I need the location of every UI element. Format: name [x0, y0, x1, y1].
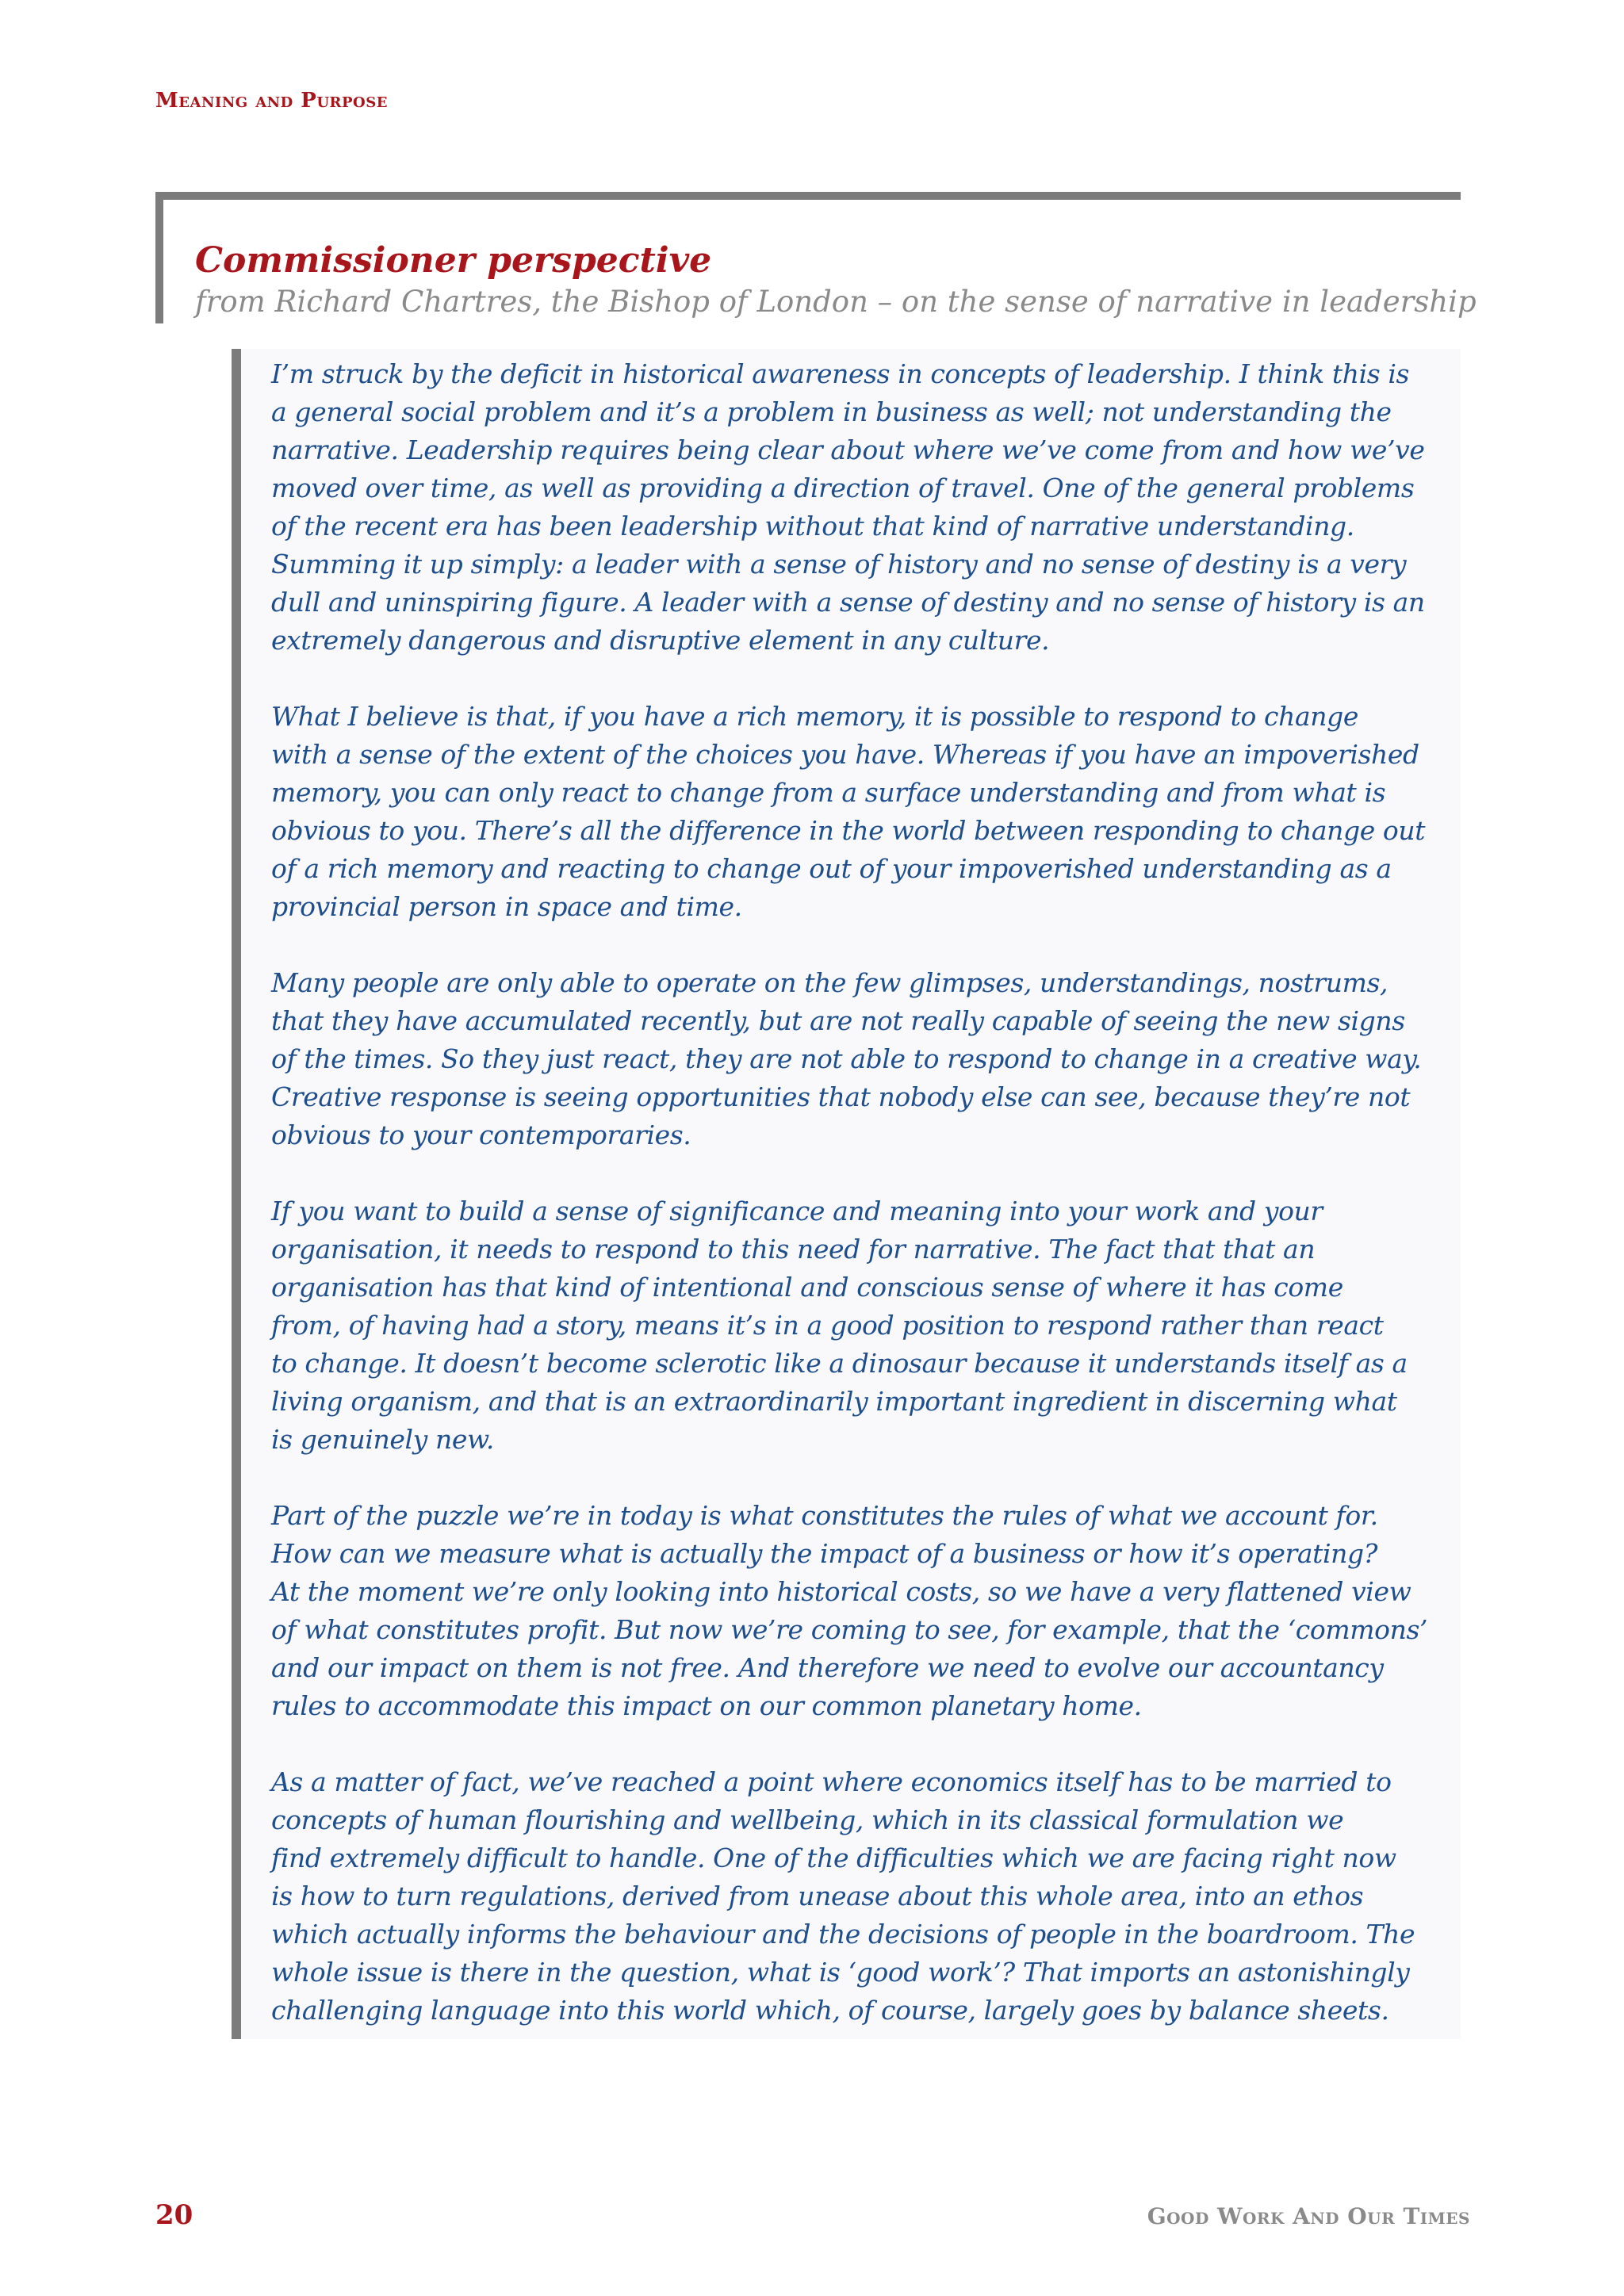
quote-paragraph: As a matter of fact, we’ve reached a point where economics itself has to be married to concepts of human flourishing and wellbeing, which in its classical formulation we find extremely difficult to handle. One of the difficulties which we are facing right now is how to turn regulations, derived from unease about this whole area, into an ethos which actually informs the behaviour and the decisions of people in the boardroom. The whole issue is there in the question, what is ‘good work’? That imports an astonishingly challenging language into this world which, of course, largely goes by balance sheets. [271, 1766, 1415, 2026]
quote-left-rule [232, 349, 241, 2039]
page-number: 20 [155, 2199, 193, 2231]
quote-paragraph: If you want to build a sense of significance and meaning into your work and your organisation, it needs to respond to this need for narrative. The fact that that an organisation has that kind of intentional and conscious sense of where it has come from, of having had a story, means it’s in a good position to respond rather than react to change. It doesn’t become sclerotic like a dinosaur because it understands itself as a living organism, and that is an extraordinarily important ingredient in discerning what is genuinely new. [271, 1196, 1408, 1455]
panel-top-rule [155, 192, 1461, 200]
section-header-label: Meaning and Purpose [155, 89, 388, 113]
quote-body [271, 355, 1461, 2030]
panel-left-rule [155, 192, 163, 323]
footer-publication-title: Good Work And Our Times [1147, 2203, 1470, 2229]
quote-paragraph: I’m struck by the deficit in historical awareness in concepts of leadership. I think this is a general social problem and it’s a problem in business as well; not understanding the narrative. Leadership requires being clear about where we’ve come from and how we’ve moved over time, as well as providing a direction of travel. One of the general problems of the recent era has been leadership without that kind of narrative understanding. Summing it up simply: a leader with a sense of history and no sense of destiny is a very dull and uninspiring figure. A leader with a sense of destiny and no sense of history is an extremely dangerous and disruptive element in any culture. [271, 358, 1425, 656]
panel-title: Commissioner perspective [195, 240, 712, 281]
quote-paragraph: What I believe is that, if you have a rich memory, it is possible to respond to change with a sense of the extent of the choices you have. Whereas if you have an impoverished memory, you can only react to change from a surface understanding and from what is obvious to you. There’s all the difference in the world between responding to change out of a rich memory and reacting to change out of your impoverished understanding as a provincial person in space and time. [271, 701, 1426, 922]
panel-subtitle: from Richard Chartres, the Bishop of London – on the sense of narrative in leadership [195, 285, 1477, 319]
quote-paragraph: Many people are only able to operate on the few glimpses, understandings, nostrums, that they have accumulated recently, but are not really capable of seeing the new signs of the times. So they just react, they are not able to respond to change in a creative way. Creative response is seeing opportunities that nobody else can see, because they’re not obvious to your contemporaries. [271, 967, 1422, 1150]
quote-paragraph: Part of the puzzle we’re in today is what constitutes the rules of what we account for. How can we measure what is actually the impact of a business or how it’s operating? At the moment we’re only looking into historical costs, so we have a very flattened view of what constitutes profit. But now we’re coming to see, for example, that the ‘commons’ and our impact on them is not free. And therefore we need to evolve our accountancy rules to accommodate this impact on our common planetary home. [271, 1500, 1428, 1721]
